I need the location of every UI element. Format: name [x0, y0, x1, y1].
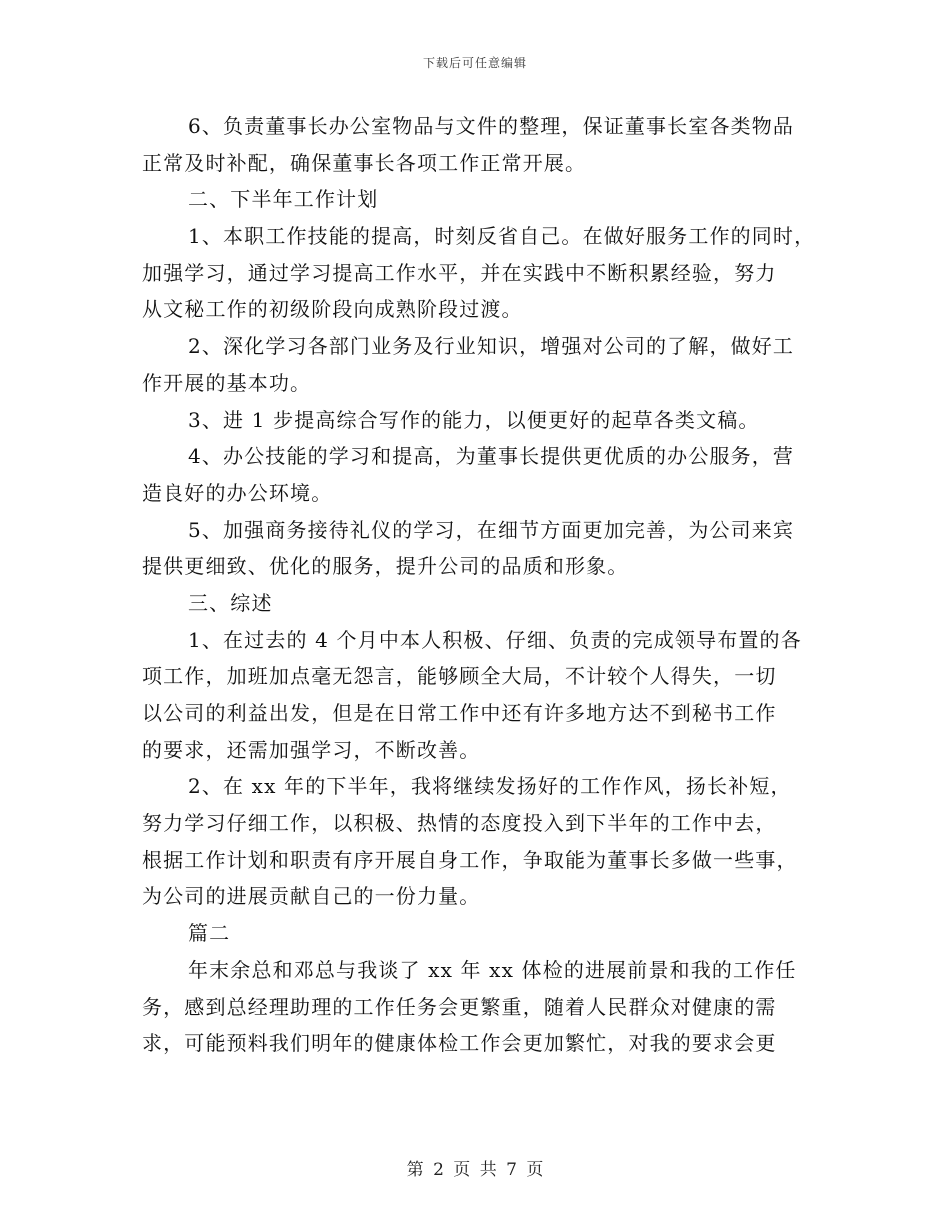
text-line: 求，可能预料我们明年的健康体检工作会更加繁忙，对我的要求会更 [142, 1031, 777, 1056]
text-line: 三、综述 [188, 590, 273, 615]
text-line: 项工作，加班加点毫无怨言，能够顾全大局，不计较个人得失，一切 [142, 664, 777, 689]
text-line: 努力学习仔细工作，以积极、热情的态度投入到下半年的工作中去， [142, 811, 777, 836]
text-line: 年末余总和邓总与我谈了 xx 年 xx 体检的进展前景和我的工作任 [188, 957, 797, 982]
text-line: 1、本职工作技能的提高，时刻反省自己。在做好服务工作的同时， [188, 224, 816, 249]
text-line: 为公司的进展贡献自己的一份力量。 [142, 884, 481, 909]
text-line: 篇二 [188, 921, 231, 946]
text-line: 根据工作计划和职责有序开展自身工作，争取能为董事长多做一些事， [142, 847, 798, 872]
text-line: 2、在 xx 年的下半年，我将继续发扬好的工作作风，扬长补短， [188, 774, 792, 799]
page-number-footer: 第 2 页 共 7 页 [406, 1160, 544, 1180]
document-body [142, 108, 817, 1062]
text-line: 二、下半年工作计划 [188, 187, 379, 212]
text-line: 从文秘工作的初级阶段向成熟阶段过渡。 [142, 297, 523, 322]
text-line: 5、加强商务接待礼仪的学习，在细节方面更加完善，为公司来宾 [188, 517, 795, 542]
text-line: 2、深化学习各部门业务及行业知识，增强对公司的了解，做好工 [188, 334, 795, 359]
text-line: 加强学习，通过学习提高工作水平，并在实践中不断积累经验，努力 [142, 260, 777, 285]
text-line: 6、负责董事长办公室物品与文件的整理，保证董事长室各类物品 [188, 114, 795, 138]
text-line: 1、在过去的 4 个月中本人积极、仔细、负责的完成领导布置的各 [188, 627, 802, 652]
text-line: 3、进 1 步提高综合写作的能力，以便更好的起草各类文稿。 [188, 407, 760, 432]
page-header: 下载后可任意编辑 [422, 56, 527, 70]
text-line: 4、办公技能的学习和提高，为董事长提供更优质的办公服务，营 [188, 444, 795, 469]
text-line: 提供更细致、优化的服务，提升公司的品质和形象。 [142, 554, 629, 579]
text-line: 造良好的办公环境。 [142, 480, 333, 505]
text-line: 正常及时补配，确保董事长各项工作正常开展。 [142, 150, 587, 175]
text-line: 的要求，还需加强学习，不断改善。 [142, 737, 481, 762]
text-line: 务，感到总经理助理的工作任务会更繁重，随着人民群众对健康的需 [142, 994, 777, 1019]
text-line: 以公司的利益出发，但是在日常工作中还有许多地方达不到秘书工作 [142, 701, 777, 725]
text-line: 作开展的基本功。 [142, 370, 312, 395]
